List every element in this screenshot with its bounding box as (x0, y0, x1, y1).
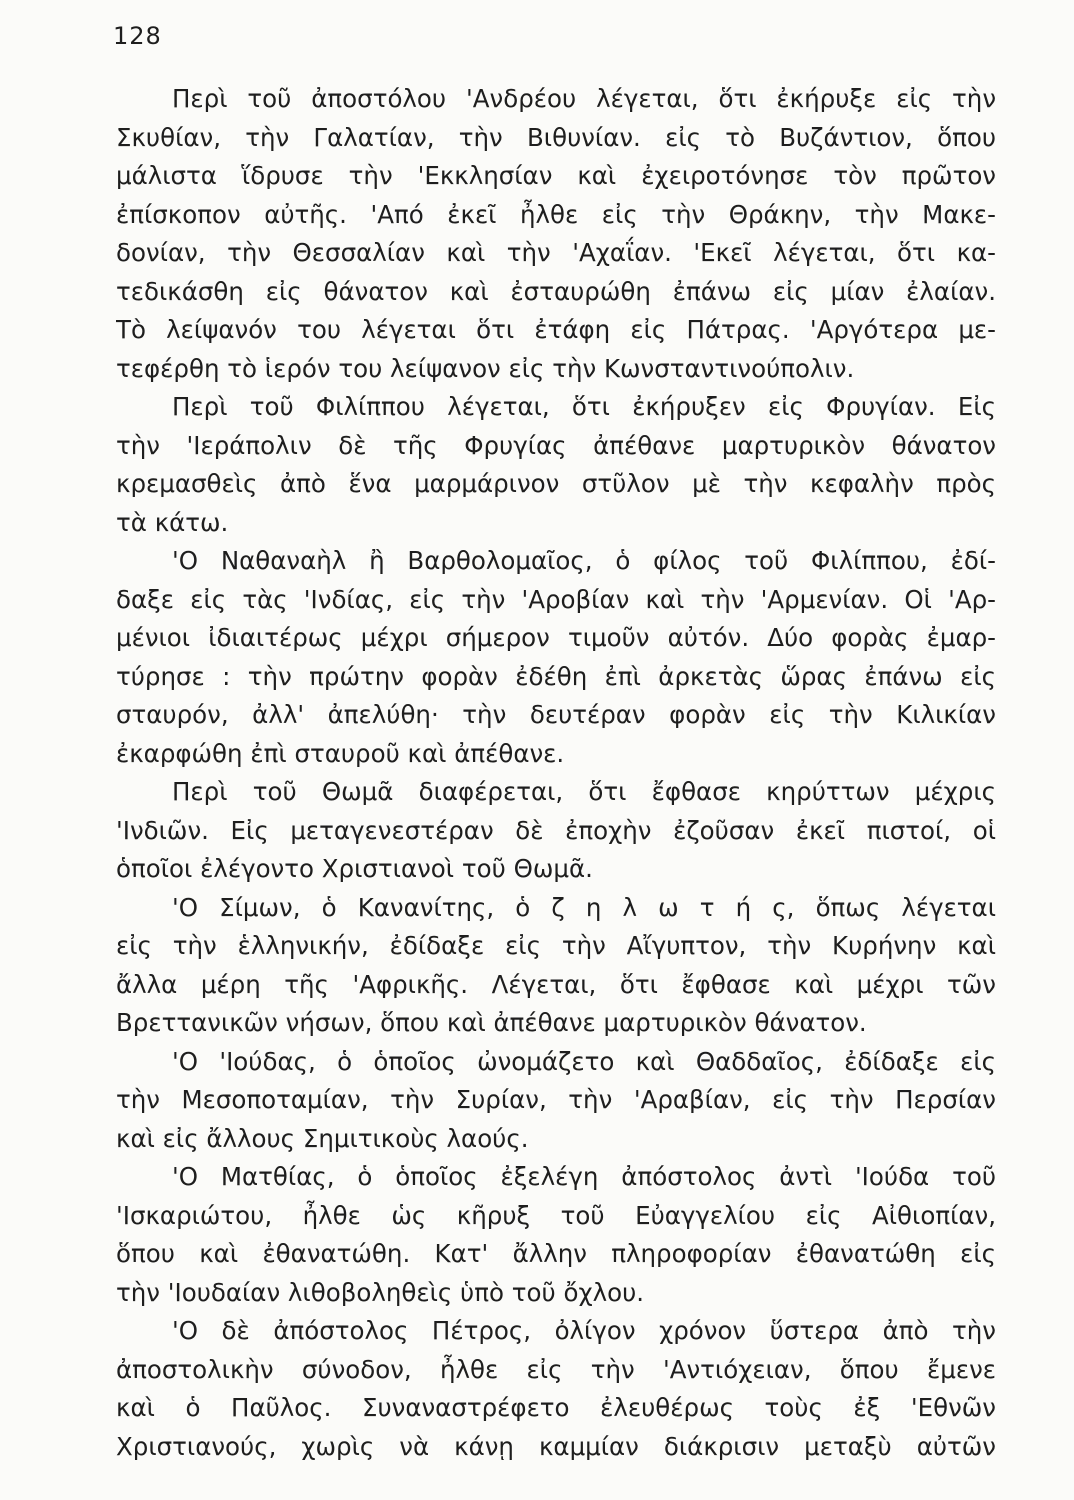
text-line: καὶ ὁ Παῦλος. Συναναστρέφετο ἐλευθέρως τοὺς ἐξ 'Εθνῶν (116, 1393, 996, 1422)
text-line: ἐπίσκοπον αὐτῆς. 'Από ἐκεῖ ἦλθε εἰς τὴν Θράκην, τὴν Μακε- (116, 199, 996, 229)
text-line: μάλιστα ἵδρυσε τὴν 'Εκκλησίαν καὶ ἐχειροτόνησε τὸν πρῶτον (116, 161, 996, 190)
text-line: 'Ισκαριώτου, ἦλθε ὡς κῆρυξ τοῦ Εὐαγγελίου εἰς Αἰθιοπίαν, (116, 1200, 996, 1230)
body-text (116, 80, 996, 1466)
text-line: τεφέρθη τὸ ἱερόν του λείψανον εἰς τὴν Κωνσταντινούπολιν. (116, 353, 855, 383)
text-line: 'Ο Ματθίας, ὁ ὁποῖος ἐξελέγη ἀπόστολος ἀντὶ 'Ιούδα τοῦ (172, 1162, 996, 1191)
paragraph-thomas (116, 773, 996, 889)
paragraph-nathanael (116, 542, 996, 773)
text-line: Βρεττανικῶν νήσων, ὅπου καὶ ἀπέθανε μαρτυρικὸν θάνατον. (116, 1008, 867, 1037)
text-line: 'Ο δὲ ἀπόστολος Πέτρος, ὀλίγον χρόνον ὕστερα ἀπὸ τὴν (172, 1316, 996, 1345)
text-line: 'Ο Ναθαναὴλ ἢ Βαρθολομαῖος, ὁ φίλος τοῦ Φιλίππου, ἐδί- (172, 546, 996, 575)
paragraph-simon (116, 889, 996, 1043)
text-line: τὴν 'Ιουδαίαν λιθοβοληθεὶς ὑπὸ τοῦ ὄχλου. (116, 1277, 645, 1307)
text-line: Περὶ τοῦ Φιλίππου λέγεται, ὅτι ἐκήρυξεν εἰς Φρυγίαν. Εἰς (172, 392, 996, 421)
text-line: κρεμασθεὶς ἀπὸ ἕνα μαρμάρινον στῦλον μὲ τὴν κεφαλὴν πρὸς (116, 469, 996, 498)
text-line: σταυρόν, ἀλλ' ἀπελύθη· τὴν δευτέραν φορὰν εἰς τὴν Κιλικίαν (116, 700, 996, 729)
paragraph-judas (116, 1043, 996, 1159)
text-line: τὰ κάτω. (116, 507, 229, 537)
page-number: 128 (113, 22, 162, 50)
paragraph-peter (116, 1312, 996, 1466)
text-line: καὶ εἰς ἄλλους Σημιτικοὺς λαούς. (116, 1123, 529, 1153)
paragraph-philip (116, 388, 996, 542)
text-line: Περὶ τοῦ ἀποστόλου 'Ανδρέου λέγεται, ὅτι ἐκήρυξε εἰς τὴν (172, 84, 996, 113)
text-line: τύρησε : τὴν πρώτην φορὰν ἐδέθη ἐπὶ ἀρκετὰς ὥρας ἐπάνω εἰς (116, 661, 996, 691)
text-line: δαξε εἰς τὰς 'Ινδίας, εἰς τὴν 'Αροβίαν καὶ τὴν 'Αρμενίαν. Οἱ 'Αρ- (116, 584, 996, 614)
text-line: ὅπου καὶ ἐθανατώθη. Κατ' ἄλλην πληροφορίαν ἐθανατώθη εἰς (116, 1239, 996, 1268)
text-line: Σκυθίαν, τὴν Γαλατίαν, τὴν Βιθυνίαν. εἰς τὸ Βυζάντιον, ὅπου (116, 122, 996, 152)
text-line: μένιοι ἰδιαιτέρως μέχρι σήμερον τιμοῦν αὐτόν. Δύο φορὰς ἐμαρ- (116, 623, 996, 652)
text-line: τὴν Μεσοποταμίαν, τὴν Συρίαν, τὴν 'Αραβίαν, εἰς τὴν Περσίαν (116, 1085, 996, 1114)
text-line: ὁποῖοι ἐλέγοντο Χριστιανοὶ τοῦ Θωμᾶ. (116, 854, 593, 883)
text-line: τεδικάσθη εἰς θάνατον καὶ ἐσταυρώθη ἐπάνω εἰς μίαν ἐλαίαν. (116, 276, 996, 306)
text-line: ἐκαρφώθη ἐπὶ σταυροῦ καὶ ἀπέθανε. (116, 738, 565, 768)
text-line: 'Ο Σίμων, ὁ Κανανίτης, ὁ ζ η λ ω τ ή ς, ὅπως λέγεται (172, 892, 996, 922)
text-line: Χριστιανούς, χωρὶς νὰ κάνῃ καμμίαν διάκρισιν μεταξὺ αὐτῶν (116, 1431, 996, 1461)
paragraph-andrew (116, 80, 996, 388)
text-line: ἀποστολικὴν σύνοδον, ἦλθε εἰς τὴν 'Αντιόχειαν, ὅπου ἔμενε (116, 1354, 996, 1384)
text-line: Τὸ λείψανόν του λέγεται ὅτι ἐτάφη εἰς Πάτρας. 'Αργότερα με- (116, 315, 996, 344)
paragraph-matthias (116, 1158, 996, 1312)
text-line: 'Ινδιῶν. Εἰς μεταγενεστέραν δὲ ἐποχὴν ἐζοῦσαν ἐκεῖ πιστοί, οἱ (116, 815, 996, 845)
text-line: εἰς τὴν ἑλληνικήν, ἐδίδαξε εἰς τὴν Αἴγυπτον, τὴν Κυρήνην καὶ (116, 931, 996, 960)
text-line: ἄλλα μέρη τῆς 'Αφρικῆς. Λέγεται, ὅτι ἔφθασε καὶ μέχρι τῶν (116, 969, 996, 999)
text-line: τὴν 'Ιεράπολιν δὲ τῆς Φρυγίας ἀπέθανε μαρτυρικὸν θάνατον (116, 430, 996, 460)
text-line: Περὶ τοῦ Θωμᾶ διαφέρεται, ὅτι ἔφθασε κηρύττων μέχρις (172, 777, 996, 806)
text-line: 'Ο 'Ιούδας, ὁ ὁποῖος ὠνομάζετο καὶ Θαδδαῖος, ἐδίδαξε εἰς (172, 1046, 996, 1076)
text-line: δονίαν, τὴν Θεσσαλίαν καὶ τὴν 'Αχαΐαν. 'Εκεῖ λέγεται, ὅτι κα- (116, 238, 996, 267)
